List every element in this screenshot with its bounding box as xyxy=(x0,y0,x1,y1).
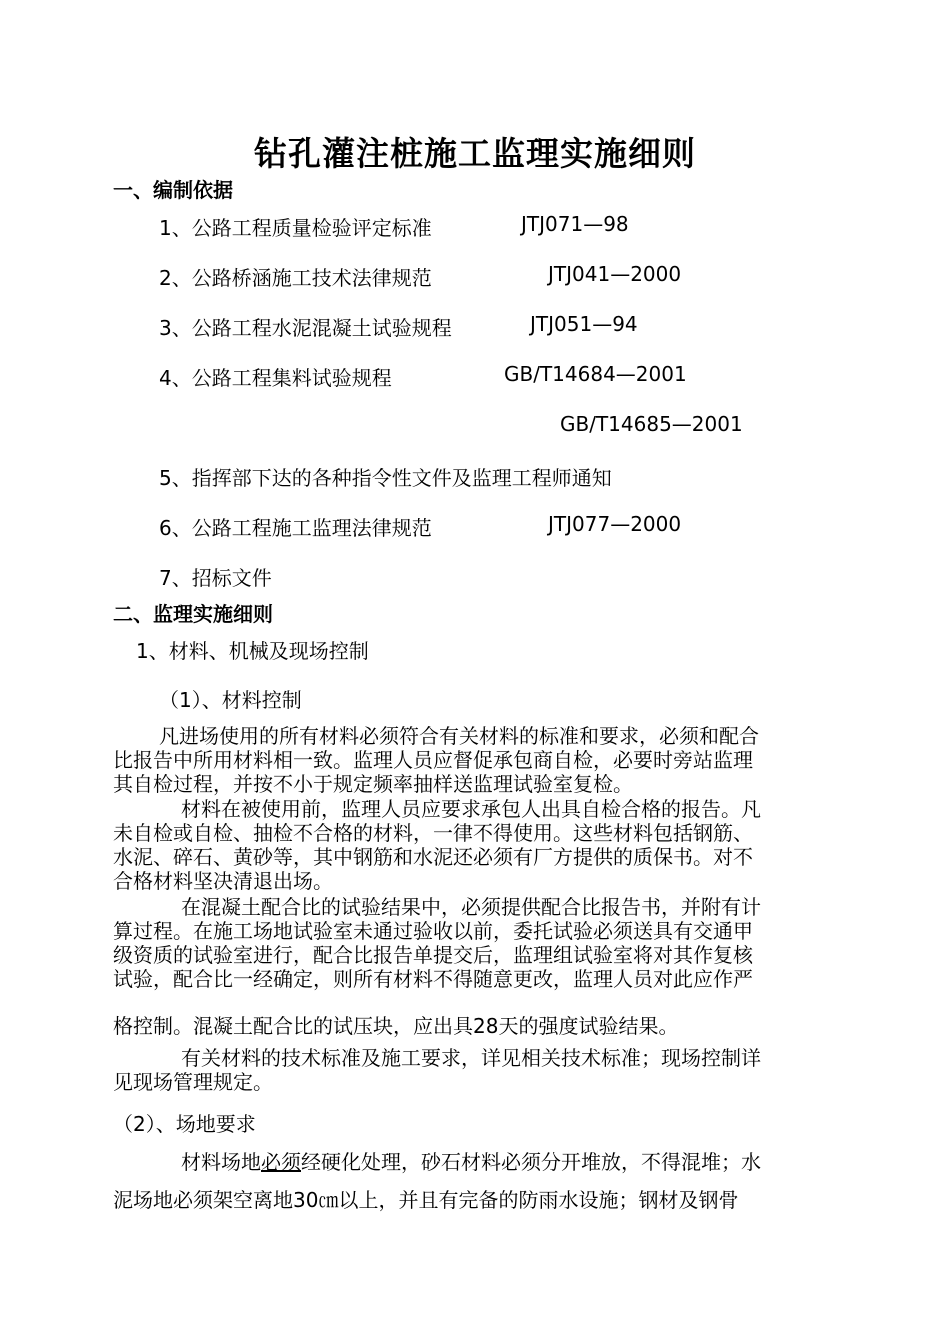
standard-code: GB/T14684—2001 xyxy=(504,362,687,386)
paragraph-technical-standards xyxy=(113,1046,837,1094)
standard-code: JTJ071—98 xyxy=(521,212,629,236)
underlined-text: 必须 xyxy=(261,1150,301,1174)
paragraph-line: 未自检或自检、抽检不合格的材料，一律不得使用。这些材料包括钢筋、 xyxy=(113,821,753,845)
subsection-text: 、场地要求 xyxy=(155,1112,256,1136)
paragraph-line: 算过程。在施工场地试验室未通过验收以前，委托试验必须送具有交通甲 xyxy=(113,919,753,943)
basis-item-3 xyxy=(159,312,452,341)
paragraph-line: 在混凝土配合比的试验结果中，必须提供配合比报告书，并附有计 xyxy=(181,895,761,919)
basis-item-5 xyxy=(159,462,612,491)
page-title: 钻孔灌注桩施工监理实施细则 xyxy=(254,134,696,173)
paragraph-line: 有关材料的技术标准及施工要求，详见相关技术标准；现场控制详 xyxy=(181,1046,761,1070)
paragraph-site-line-1 xyxy=(181,1146,761,1175)
basis-item-4 xyxy=(159,362,392,391)
subsection-heading-material-control xyxy=(159,684,302,713)
paragraph-mix-ratio xyxy=(113,895,837,991)
item-number: 5 xyxy=(159,466,172,490)
item-text: 、公路工程施工监理法律规范 xyxy=(171,516,432,540)
text-fragment: 以上，并且有完备的防雨水设施；钢材及钢骨 xyxy=(338,1188,739,1212)
basis-item-6 xyxy=(159,512,432,541)
standard-code: JTJ077—2000 xyxy=(548,512,682,536)
subsection-number: （1） xyxy=(159,688,202,712)
paragraph-material-inspection xyxy=(113,797,837,893)
text-fragment: 经硬化处理，砂石材料必须分开堆放，不得混堆；水 xyxy=(301,1150,761,1174)
paragraph-line: 合格材料坚决清退出场。 xyxy=(113,869,333,893)
paragraph-line: 见现场管理规定。 xyxy=(113,1070,273,1094)
paragraph-line: 比报告中所用材料相一致。监理人员应督促承包商自检，必要时旁站监理 xyxy=(113,748,753,772)
subsection-text: 、材料控制 xyxy=(201,688,302,712)
item-number: 6 xyxy=(159,516,172,540)
text-fragment: 泥场地必须架空离地 xyxy=(113,1188,293,1212)
subsection-heading-materials xyxy=(136,635,369,664)
basis-item-1 xyxy=(159,212,432,241)
paragraph-line: 其自检过程，并按不小于规定频率抽样送监理试验室复检。 xyxy=(113,772,633,796)
paragraph-line: 级资质的试验室进行，配合比报告单提交后，监理组试验室将对其作复核 xyxy=(113,943,753,967)
paragraph-line: 凡进场使用的所有材料必须符合有关材料的标准和要求，必须和配合 xyxy=(159,724,759,748)
basis-item-7 xyxy=(159,562,272,591)
paragraph-mix-ratio-last-line xyxy=(113,1010,678,1039)
standard-code-secondary: GB/T14685—2001 xyxy=(560,412,743,436)
height-number: 30 xyxy=(293,1188,319,1212)
item-number: 1 xyxy=(159,216,172,240)
text-fragment: 格控制。混凝土配合比的试压块，应出具 xyxy=(113,1014,473,1038)
standard-code: JTJ041—2000 xyxy=(548,262,682,286)
item-number: 4 xyxy=(159,366,172,390)
item-text: 、公路桥涵施工技术法律规范 xyxy=(171,266,432,290)
item-text: 、公路工程质量检验评定标准 xyxy=(171,216,432,240)
text-fragment: 天的强度试验结果。 xyxy=(498,1014,679,1038)
paragraph-site-line-2 xyxy=(113,1184,738,1213)
section-heading-details: 二、监理实施细则 xyxy=(113,602,273,626)
item-text: 、招标文件 xyxy=(171,566,272,590)
subsection-number: 1 xyxy=(136,639,149,663)
item-number: 2 xyxy=(159,266,172,290)
unit-text: ㎝ xyxy=(318,1188,339,1212)
days-number: 28 xyxy=(473,1014,499,1038)
text-fragment: 材料场地 xyxy=(181,1150,261,1174)
item-number: 3 xyxy=(159,316,172,340)
paragraph-line: 水泥、碎石、黄砂等，其中钢筋和水泥还必须有厂方提供的质保书。对不 xyxy=(113,845,753,869)
subsection-text: 、材料、机械及现场控制 xyxy=(148,639,369,663)
section-heading-basis: 一、编制依据 xyxy=(113,178,233,202)
item-text: 、公路工程水泥混凝土试验规程 xyxy=(171,316,452,340)
item-number: 7 xyxy=(159,566,172,590)
paragraph-line: 试验，配合比一经确定，则所有材料不得随意更改，监理人员对此应作严 xyxy=(113,967,753,991)
standard-code: JTJ051—94 xyxy=(530,312,638,336)
subsection-number: （2） xyxy=(113,1112,156,1136)
item-text: 、指挥部下达的各种指令性文件及监理工程师通知 xyxy=(171,466,612,490)
item-text: 、公路工程集料试验规程 xyxy=(171,366,392,390)
subsection-heading-site-requirements xyxy=(113,1108,256,1137)
basis-item-2 xyxy=(159,262,432,291)
paragraph-line: 材料在被使用前，监理人员应要求承包人出具自检合格的报告。凡 xyxy=(181,797,761,821)
paragraph-material-requirements xyxy=(113,724,837,796)
